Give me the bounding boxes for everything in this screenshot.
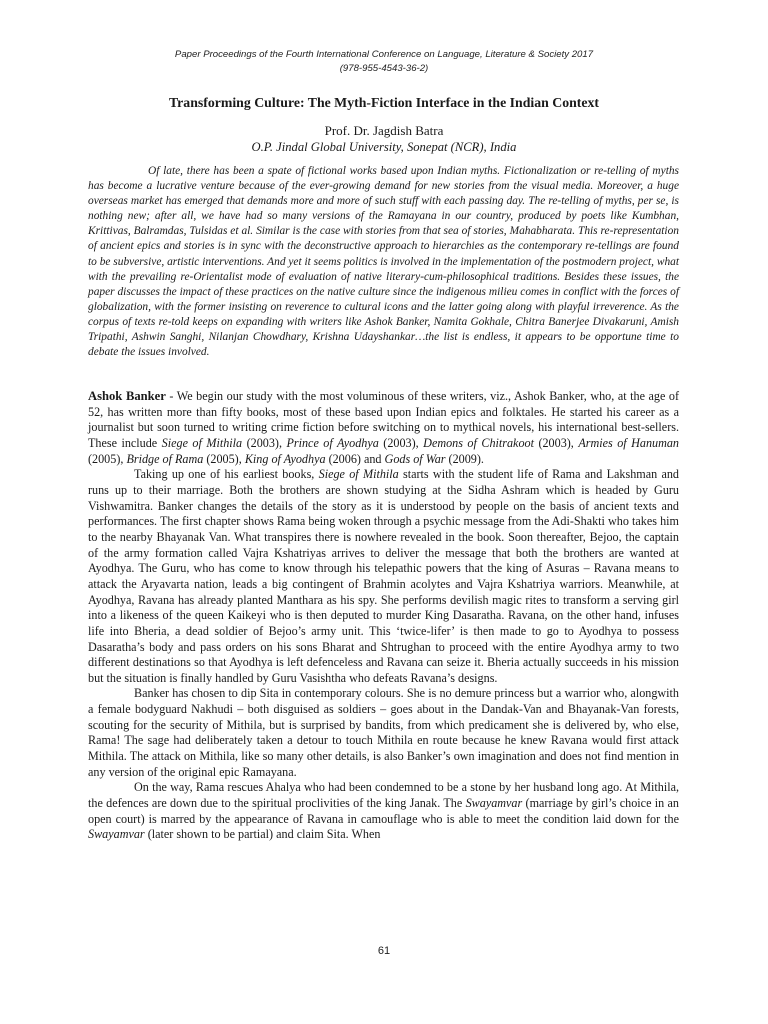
section-lead: Ashok Banker bbox=[88, 389, 166, 403]
body-text bbox=[88, 389, 679, 843]
page-number: 61 bbox=[377, 945, 391, 957]
term: Swayamvar bbox=[88, 827, 145, 842]
proceedings-header bbox=[0, 48, 768, 75]
book-title: Prince of Ayodhya bbox=[286, 435, 379, 450]
paragraph-1: Ashok Banker - We begin our study with the most voluminous of these writers, viz., Ashok Banker, who, at the age of 52, has written more than fifty books, most of these based upon Indian epics and folktales. He started his career as a journalist but soon turned to writing crime fiction before switching on to mythical novels, his international best-sellers. These include Siege of Mithila (2003), Prince of Ayodhya (2003), Demons of Chitrakoot (2003), Armies of Hanuman (2005), Bridge of Rama (2005), King of Ayodhya (2006) and Gods of War (2009). bbox=[88, 389, 679, 466]
author-affiliation: O.P. Jindal Global University, Sonepat (NCR), India bbox=[251, 140, 517, 154]
book-title: Siege of Mithila bbox=[318, 467, 399, 482]
abstract: Of late, there has been a spate of fictional works based upon Indian myths. Fictionalization or re-telling of myths has become a lucrative venture because of the ever-growing demand for new stories from the visual media. Moreover, a huge overseas market has emerged that demands more and more of such stuff with each passing day. The re-telling of myths, per se, is nothing new; after all, we have had so many versions of the Ramayana in our country, produced by poets like Kumbhan, Krittivas, Balramdas, Tulsidas et al. Similar is the case with stories from that sea of stories, Mahabharata. This re-representation of ancient epics and stories is in sync with the deconstructive approach to hierarchies as the contemporary re-tellings are found to be subversive, artistic interventions. And yet it seems politics is involved in the implementation of the postmodern project, what with the prevailing re-Orientalist mode of evaluation of native literary-cum-philosophical traditions. Besides these issues, the paper discusses the impact of these practices on the native culture since the indigenous milieu comes in conflict with the forces of globalization, with the former insisting on reverence to cultural icons and the latter going along with playful irreverence. As the corpus of texts re-told keeps on expanding with writers like Ashok Banker, Namita Gokhale, Chitra Banerjee Divakaruni, Amish Tripathi, Ashwin Sanghi, Nilanjan Chowdhary, Krishna Udayshankar…the list is endless, it appears to be opportune time to debate the issues involved. bbox=[88, 165, 679, 359]
paper-title: Transforming Culture: The Myth-Fiction Interface in the Indian Context bbox=[169, 95, 599, 110]
paragraph-3: Banker has chosen to dip Sita in contemporary colours. She is no demure princess but a warrior who, alongwith a female bodyguard Nakhudi – both disguised as soldiers – goes about in the Dandak-Van and Bhayanak-Van forests, scouting for the security of Mithila, but is surprised by bandits, from which predicament she is delivered by, who else, Rama! The sage had deliberately taken a detour to touch Mithila en route because he knew Ravana would first attack Mithila. The attack on Mithila, like so many other details, is also Banker’s own imagination and does not find mention in any version of the original epic Ramayana. bbox=[88, 686, 679, 779]
book-title: Armies of Hanuman bbox=[578, 435, 679, 450]
term: Swayamvar bbox=[465, 796, 523, 811]
proceedings-title: Paper Proceedings of the Fourth International Conference on Language, Literature & Society 2017 bbox=[174, 49, 594, 60]
book-title: Bridge of Rama bbox=[126, 451, 204, 466]
isbn: (978-955-4543-36-2) bbox=[339, 62, 429, 74]
paragraph-4: On the way, Rama rescues Ahalya who had been condemned to be a stone by her husband long ago. At Mithila, the defences are down due to the spiritual proclivities of the king Janak. The Swayamvar (marriage by girl’s choice in an open court) is marred by the appearance of Ravana in camouflage who is able to meet the condition laid down for the Swayamvar (later shown to be partial) and claim Sita. When bbox=[88, 780, 679, 842]
book-title: King of Ayodhya bbox=[244, 451, 326, 466]
book-title: Demons of Chitrakoot bbox=[423, 435, 534, 450]
author-name: Prof. Dr. Jagdish Batra bbox=[324, 123, 444, 138]
book-title: Gods of War bbox=[384, 451, 446, 466]
paragraph-2: Taking up one of his earliest books, Siege of Mithila starts with the student life of Rama and Lakshman and runs up to their marriage. Both the brothers are shown studying at the Sidha Ashram which is headed by Guru Vishwamitra. Banker changes the details of the story as it is understood by people on the basis of ancient texts and performances. The first chapter shows Rama being woken through a psychic message from the Adi-Shakti who takes him to the nearby Bhayanak Van. What transpires there is nowhere revealed in the book. Soon thereafter, Bejoo, the captain of the army formation called Vajra Kshatriyas arrives to deliver the message that both the brothers are wanted at Ayodhya. The Guru, who has come to know through his telepathic powers that the king of Asuras – Ravana means to attack the Aryavarta nation, leads a big contingent of Brahmin acolytes and Vajra Kshatriya warriors. Meanwhile, at Ayodhya, Ravana has already planted Manthara as his spy. She performs devilish magic rites to transform a serving girl into a likeness of the queen Kaikeyi who is then deputed to murder King Dasaratha. Ravana, on the other hand, infuses life into Bheria, a dead soldier of Bejoo’s army unit. This ‘twice-lifer’ is then made to go to Ayodhya to possess Dasaratha’s body and pass orders on his sons Bharat and Shtrughan to proceed with the entire Ayodhya army to two different destinations so that Ayodhya is left defenceless and Ravana can seize it. Bheria actually succeeds in his mission but the situation is finally handled by Guru Vasishtha who defeats Ravana’s designs. bbox=[88, 467, 679, 685]
book-title: Siege of Mithila bbox=[161, 435, 243, 450]
